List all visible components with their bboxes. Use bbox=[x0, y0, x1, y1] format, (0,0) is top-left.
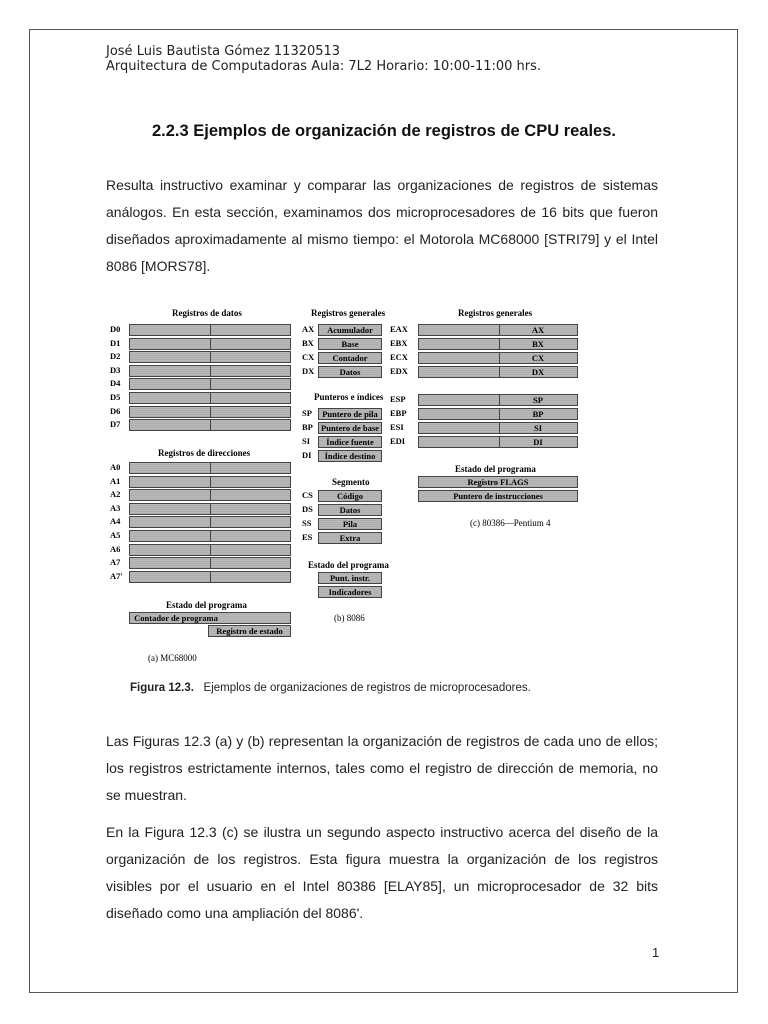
paragraph-intro: Resulta instructivo examinar y comparar las organizaciones de registros de sistemas análogos. En esta sección, examinamos dos microprocesadores de 16 bits que fueron diseñados aproximadamente al mismo tiempo: el Motorola MC68000 [STRI79] y el Intel 8086 [MORS78]. bbox=[106, 177, 658, 274]
a-data-register-bar bbox=[129, 351, 291, 363]
a-addr-register-bar bbox=[129, 462, 291, 474]
a-addr-reg-label: A7 bbox=[110, 557, 121, 568]
b-ptr-register-bar bbox=[318, 436, 382, 448]
a-addr-reg-label: A7' bbox=[110, 570, 123, 581]
a-data-byte-divider bbox=[210, 325, 211, 335]
a-addr-byte-divider bbox=[210, 572, 211, 582]
a-state-title: Estado del programa bbox=[166, 600, 247, 610]
b-gen-register-name: Acumulador bbox=[327, 325, 373, 335]
c-gen-reg-label: ECX bbox=[390, 352, 408, 362]
b-seg-register-bar bbox=[318, 504, 382, 516]
register-figure bbox=[100, 300, 580, 670]
c-gen-reg-label: EDX bbox=[390, 366, 408, 376]
b-seg-register-bar bbox=[318, 490, 382, 502]
a-data-register-bar bbox=[129, 392, 291, 404]
a-sr-label: Registro de estado bbox=[216, 626, 283, 636]
c-state-register-name: Registro FLAGS bbox=[467, 477, 529, 487]
a-data-register-bar bbox=[129, 419, 291, 431]
a-data-title: Registros de datos bbox=[172, 308, 242, 318]
a-data-reg-label: D6 bbox=[110, 405, 121, 416]
b-ptr-register-name: Índice fuente bbox=[326, 437, 374, 447]
figure-caption-label: Figura 12.3. bbox=[130, 682, 194, 694]
b-ptr-reg-label: SI bbox=[302, 436, 311, 446]
a-data-reg-label: D0 bbox=[110, 324, 121, 334]
a-data-byte-divider bbox=[210, 393, 211, 403]
a-addr-byte-divider bbox=[210, 531, 211, 541]
a-addr-register-bar bbox=[129, 503, 291, 515]
c-gen-register-bar bbox=[418, 338, 578, 350]
a-pc-label: Contador de programa bbox=[134, 613, 218, 623]
b-state-register-bar bbox=[318, 572, 382, 584]
b-label: (b) 8086 bbox=[334, 613, 365, 623]
a-label: (a) MC68000 bbox=[148, 653, 197, 663]
a-addr-reg-label: A5 bbox=[110, 530, 121, 540]
b-ptr-register-bar bbox=[318, 422, 382, 434]
course-line: Arquitectura de Computadoras Aula: 7L2 Horario: 10:00-11:00 hrs. bbox=[106, 59, 542, 74]
b-gen-reg-label: BX bbox=[302, 338, 314, 348]
b-ptr-register-name: Puntero de pila bbox=[322, 409, 378, 419]
c-state-title: Estado del programa bbox=[455, 464, 536, 474]
a-data-register-bar bbox=[129, 406, 291, 418]
figure-caption-text: Ejemplos de organizaciones de registros de microprocesadores. bbox=[203, 682, 531, 694]
a-addr-byte-divider bbox=[210, 558, 211, 568]
a-data-register-bar bbox=[129, 324, 291, 336]
section-title: 2.2.3 Ejemplos de organización de registros de CPU reales. bbox=[152, 122, 616, 140]
a-addr-byte-divider bbox=[210, 477, 211, 487]
b-ptr-register-name: Índice destino bbox=[324, 451, 376, 461]
b-state-register-name: Punt. instr. bbox=[329, 573, 371, 583]
c-gen-register-name: AX bbox=[531, 325, 545, 335]
a-addr-register-bar bbox=[129, 544, 291, 556]
a-data-byte-divider bbox=[210, 366, 211, 376]
page-number: 1 bbox=[652, 945, 660, 960]
paragraph-figure-c: En la Figura 12.3 (c) se ilustra un segundo aspecto instructivo acerca del diseño de la organización de los registros. Esta figura muestra la organización de los registros visibles por el usuario en el Intel 80386 [ELAY85], un microprocesador de 32 bits diseñado como una ampliación del 8086'. bbox=[106, 824, 658, 921]
b-seg-reg-label: DS bbox=[302, 504, 313, 514]
c-state-register-bar bbox=[418, 490, 578, 502]
b-gen-reg-label: AX bbox=[302, 324, 315, 334]
a-addr-reg-label: A6 bbox=[110, 543, 121, 554]
document-header bbox=[106, 44, 541, 74]
c-state-register-name: Puntero de instrucciones bbox=[453, 491, 543, 501]
b-ptr-reg-label: DI bbox=[302, 450, 312, 460]
a-addr-byte-divider bbox=[210, 517, 211, 527]
a-addr-byte-divider bbox=[210, 490, 211, 500]
b-seg-register-name: Extra bbox=[339, 533, 361, 543]
c-ptr-register-name: SP bbox=[533, 395, 543, 405]
c-ptr-reg-label: ESP bbox=[390, 394, 406, 404]
a-addr-reg-label: A1 bbox=[110, 475, 121, 486]
c-ptr-reg-label: EDI bbox=[390, 436, 406, 446]
b-state-register-name: Indicadores bbox=[328, 587, 372, 597]
a-data-byte-divider bbox=[210, 379, 211, 389]
c-gen-reg-label: EBX bbox=[390, 338, 408, 348]
c-ptr-register-bar bbox=[418, 408, 578, 420]
a-program-counter bbox=[129, 612, 291, 624]
a-addr-byte-divider bbox=[210, 545, 211, 555]
a-data-reg-label: D1 bbox=[110, 337, 121, 348]
b-gen-register-name: Base bbox=[341, 339, 359, 349]
b-seg-title: Segmento bbox=[332, 477, 370, 487]
c-state-register-bar bbox=[418, 476, 578, 488]
author-line: José Luis Bautista Gómez 11320513 bbox=[106, 44, 341, 59]
a-addr-byte-divider bbox=[210, 504, 211, 514]
a-data-byte-divider bbox=[210, 339, 211, 349]
c-gen-register-bar bbox=[418, 352, 578, 364]
b-seg-reg-label: CS bbox=[302, 490, 313, 500]
b-gen-register-bar bbox=[318, 324, 382, 336]
c-gen-register-name: DX bbox=[531, 367, 545, 377]
a-addr-title: Registros de direcciones bbox=[158, 448, 251, 458]
a-addr-register-bar bbox=[129, 516, 291, 528]
a-addr-reg-label: A4 bbox=[110, 516, 121, 527]
b-seg-reg-label: SS bbox=[302, 518, 312, 528]
c-gen-title: Registros generales bbox=[458, 308, 533, 318]
c-ptr-register-bar bbox=[418, 436, 578, 448]
c-ptr-register-bar bbox=[418, 422, 578, 434]
b-seg-reg-label: ES bbox=[302, 532, 313, 542]
b-gen-reg-label: CX bbox=[302, 352, 315, 362]
b-gen-register-bar bbox=[318, 352, 382, 364]
c-gen-register-bar bbox=[418, 366, 578, 378]
a-data-byte-divider bbox=[210, 420, 211, 430]
c-ptr-register-name: DI bbox=[533, 437, 543, 447]
c-gen-register-name: BX bbox=[532, 339, 544, 349]
c-ptr-reg-label: EBP bbox=[390, 408, 407, 418]
b-gen-title: Registros generales bbox=[311, 308, 386, 318]
b-gen-register-bar bbox=[318, 338, 382, 350]
c-gen-reg-label: EAX bbox=[390, 324, 408, 334]
a-addr-reg-label: A3 bbox=[110, 502, 121, 513]
a-status-register bbox=[208, 625, 291, 637]
b-ptr-register-bar bbox=[318, 450, 382, 462]
b-state-register-bar bbox=[318, 586, 382, 598]
c-gen-register-name: CX bbox=[531, 353, 545, 363]
a-data-register-bar bbox=[129, 365, 291, 377]
a-addr-register-bar bbox=[129, 530, 291, 542]
b-seg-register-name: Datos bbox=[339, 505, 361, 515]
a-addr-reg-label: A2 bbox=[110, 489, 121, 500]
a-data-reg-label: D5 bbox=[110, 392, 121, 402]
c-ptr-reg-label: ESI bbox=[390, 422, 404, 432]
figure-caption bbox=[130, 682, 531, 694]
c-ptr-register-name: SI bbox=[533, 423, 543, 433]
a-data-reg-label: D3 bbox=[110, 364, 121, 375]
b-ptr-register-bar bbox=[318, 408, 382, 420]
c-ptr-register-bar bbox=[418, 394, 578, 406]
b-gen-reg-label: DX bbox=[302, 366, 315, 376]
a-data-reg-label: D7 bbox=[110, 419, 121, 430]
b-seg-register-name: Pila bbox=[342, 519, 358, 529]
a-data-register-bar bbox=[129, 338, 291, 350]
b-ptr-title: Punteros e índices bbox=[314, 392, 384, 402]
b-ptr-register-name: Puntero de base bbox=[321, 423, 379, 433]
c-gen-register-bar bbox=[418, 324, 578, 336]
b-seg-register-bar bbox=[318, 518, 382, 530]
a-data-register-bar bbox=[129, 378, 291, 390]
a-addr-register-bar bbox=[129, 571, 291, 583]
b-gen-register-name: Datos bbox=[339, 367, 361, 377]
a-data-reg-label: D2 bbox=[110, 351, 121, 362]
c-ptr-register-name: BP bbox=[532, 409, 544, 419]
a-data-byte-divider bbox=[210, 407, 211, 417]
paragraph-figures-ab: Las Figuras 12.3 (a) y (b) representan la organización de registros de cada uno de ellos; los registros estrictamente internos, tales como el registro de dirección de memoria, no se muestran. bbox=[106, 733, 658, 803]
b-gen-register-name: Contador bbox=[332, 353, 368, 363]
b-ptr-reg-label: BP bbox=[302, 422, 313, 432]
a-addr-register-bar bbox=[129, 476, 291, 488]
b-seg-register-bar bbox=[318, 532, 382, 544]
a-data-reg-label: D4 bbox=[110, 378, 121, 389]
b-state-title: Estado del programa bbox=[308, 560, 389, 570]
a-addr-byte-divider bbox=[210, 463, 211, 473]
c-label: (c) 80386—Pentium 4 bbox=[470, 518, 551, 528]
a-addr-register-bar bbox=[129, 489, 291, 501]
a-data-byte-divider bbox=[210, 352, 211, 362]
a-addr-reg-label: A0 bbox=[110, 462, 121, 472]
b-seg-register-name: Código bbox=[337, 491, 363, 501]
a-addr-register-bar bbox=[129, 557, 291, 569]
b-gen-register-bar bbox=[318, 366, 382, 378]
b-ptr-reg-label: SP bbox=[302, 408, 312, 418]
